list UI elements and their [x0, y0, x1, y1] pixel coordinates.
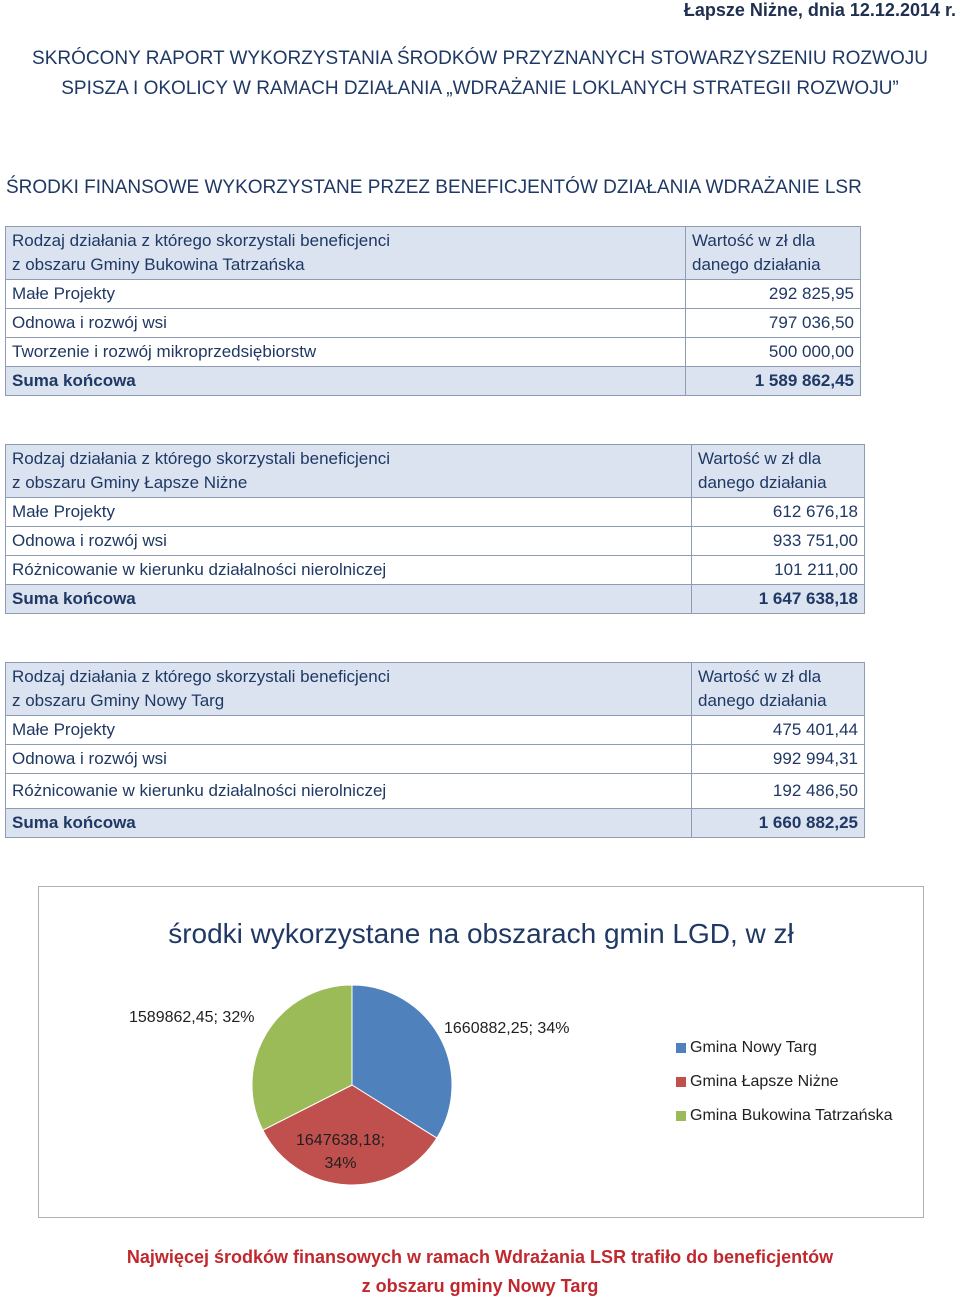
- header-line: z obszaru Gminy Bukowina Tatrzańska: [12, 255, 305, 274]
- row-label: Odnowa i rozwój wsi: [6, 309, 686, 338]
- conclusion-note: [0, 1243, 960, 1301]
- header-line: Rodzaj działania z którego skorzystali beneficjenci: [12, 667, 390, 686]
- pie-label-line: 34%: [324, 1155, 357, 1172]
- legend-label: Gmina Bukowina Tatrzańska: [690, 1107, 893, 1124]
- column-header-value: [686, 227, 861, 280]
- table-sum-row: [6, 809, 865, 838]
- report-title: [0, 44, 960, 104]
- table-lapsze-nizne: [5, 444, 865, 614]
- table-sum-row: [6, 585, 865, 614]
- report-title-line1: SKRÓCONY RAPORT WYKORZYSTANIA ŚRODKÓW PRZYZNANYCH STOWARZYSZENIU ROZWOJU: [32, 48, 928, 69]
- legend-swatch: [676, 1077, 686, 1087]
- legend-item-nowy-targ: [676, 1039, 817, 1057]
- legend-swatch: [676, 1111, 686, 1121]
- row-value: 612 676,18: [692, 498, 865, 527]
- header-line: danego działania: [692, 255, 821, 274]
- sum-value: 1 660 882,25: [692, 809, 865, 838]
- sum-label: Suma końcowa: [6, 585, 692, 614]
- row-label: Różnicowanie w kierunku działalności nierolniczej: [6, 556, 692, 585]
- table-sum-row: [6, 367, 861, 396]
- row-label: Małe Projekty: [6, 498, 692, 527]
- row-value: 992 994,31: [692, 745, 865, 774]
- sum-value: 1 647 638,18: [692, 585, 865, 614]
- table-nowy-targ: [5, 662, 865, 838]
- legend-label: Gmina Łapsze Niżne: [690, 1073, 839, 1090]
- header-line: Rodzaj działania z którego skorzystali beneficjenci: [12, 449, 390, 468]
- row-value: 797 036,50: [686, 309, 861, 338]
- pie-label-bukowina-tatrzanska: 1589862,45; 32%: [129, 1009, 255, 1026]
- legend-label: Gmina Nowy Targ: [690, 1039, 817, 1056]
- table-row: [6, 527, 865, 556]
- section-subtitle: ŚRODKI FINANSOWE WYKORZYSTANE PRZEZ BENEFICJENTÓW DZIAŁANIA WDRAŻANIE LSR: [6, 177, 862, 198]
- table-row: [6, 774, 865, 809]
- legend-swatch: [676, 1043, 686, 1053]
- row-label: Odnowa i rozwój wsi: [6, 527, 692, 556]
- header-line: danego działania: [698, 691, 827, 710]
- pie-label-line: 1647638,18;: [296, 1132, 385, 1149]
- row-value: 292 825,95: [686, 280, 861, 309]
- column-header-activity: [6, 663, 692, 716]
- conclusion-line: z obszaru gminy Nowy Targ: [361, 1276, 599, 1296]
- column-header-value: [692, 445, 865, 498]
- header-line: danego działania: [698, 473, 827, 492]
- table-row: [6, 338, 861, 367]
- table-row: [6, 556, 865, 585]
- sum-label: Suma końcowa: [6, 809, 692, 838]
- column-header-value: [692, 663, 865, 716]
- header-line: Wartość w zł dla: [692, 231, 816, 250]
- table-row: [6, 280, 861, 309]
- legend-item-lapsze-nizne: [676, 1073, 839, 1091]
- row-label: Małe Projekty: [6, 716, 692, 745]
- table-row: [6, 309, 861, 338]
- pie-label-nowy-targ: 1660882,25; 34%: [444, 1020, 570, 1037]
- table-header-row: [6, 663, 865, 716]
- report-date: Łapsze Niżne, dnia 12.12.2014 r.: [683, 0, 956, 20]
- table-header-row: [6, 227, 861, 280]
- header-line: Wartość w zł dla: [698, 449, 822, 468]
- table-row: [6, 745, 865, 774]
- row-label: Tworzenie i rozwój mikroprzedsiębiorstw: [6, 338, 686, 367]
- chart-title: środki wykorzystane na obszarach gmin LGD, w zł: [168, 918, 794, 949]
- table-row: [6, 498, 865, 527]
- report-title-line2: SPISZA I OKOLICY W RAMACH DZIAŁANIA „WDRAŻANIE LOKLANYCH STRATEGII ROZWOJU”: [61, 78, 899, 99]
- row-value: 475 401,44: [692, 716, 865, 745]
- column-header-activity: [6, 445, 692, 498]
- header-line: z obszaru Gminy Nowy Targ: [12, 691, 225, 710]
- header-line: Wartość w zł dla: [698, 667, 822, 686]
- row-value: 101 211,00: [692, 556, 865, 585]
- header-line: Rodzaj działania z którego skorzystali beneficjenci: [12, 231, 390, 250]
- legend-item-bukowina-tatrzanska: [676, 1107, 892, 1125]
- header-line: z obszaru Gminy Łapsze Niżne: [12, 473, 248, 492]
- row-label: Różnicowanie w kierunku działalności nierolniczej: [6, 774, 692, 809]
- row-label: Odnowa i rozwój wsi: [6, 745, 692, 774]
- row-value: 500 000,00: [686, 338, 861, 367]
- row-value: 933 751,00: [692, 527, 865, 556]
- pie-label-lapsze-nizne: [296, 1129, 385, 1175]
- conclusion-line: Najwięcej środków finansowych w ramach Wdrażania LSR trafiło do beneficjentów: [126, 1247, 834, 1267]
- table-row: [6, 716, 865, 745]
- table-header-row: [6, 445, 865, 498]
- table-bukowina-tatrzanska: [5, 226, 861, 396]
- sum-value: 1 589 862,45: [686, 367, 861, 396]
- column-header-activity: [6, 227, 686, 280]
- sum-label: Suma końcowa: [6, 367, 686, 396]
- row-label: Małe Projekty: [6, 280, 686, 309]
- row-value: 192 486,50: [692, 774, 865, 809]
